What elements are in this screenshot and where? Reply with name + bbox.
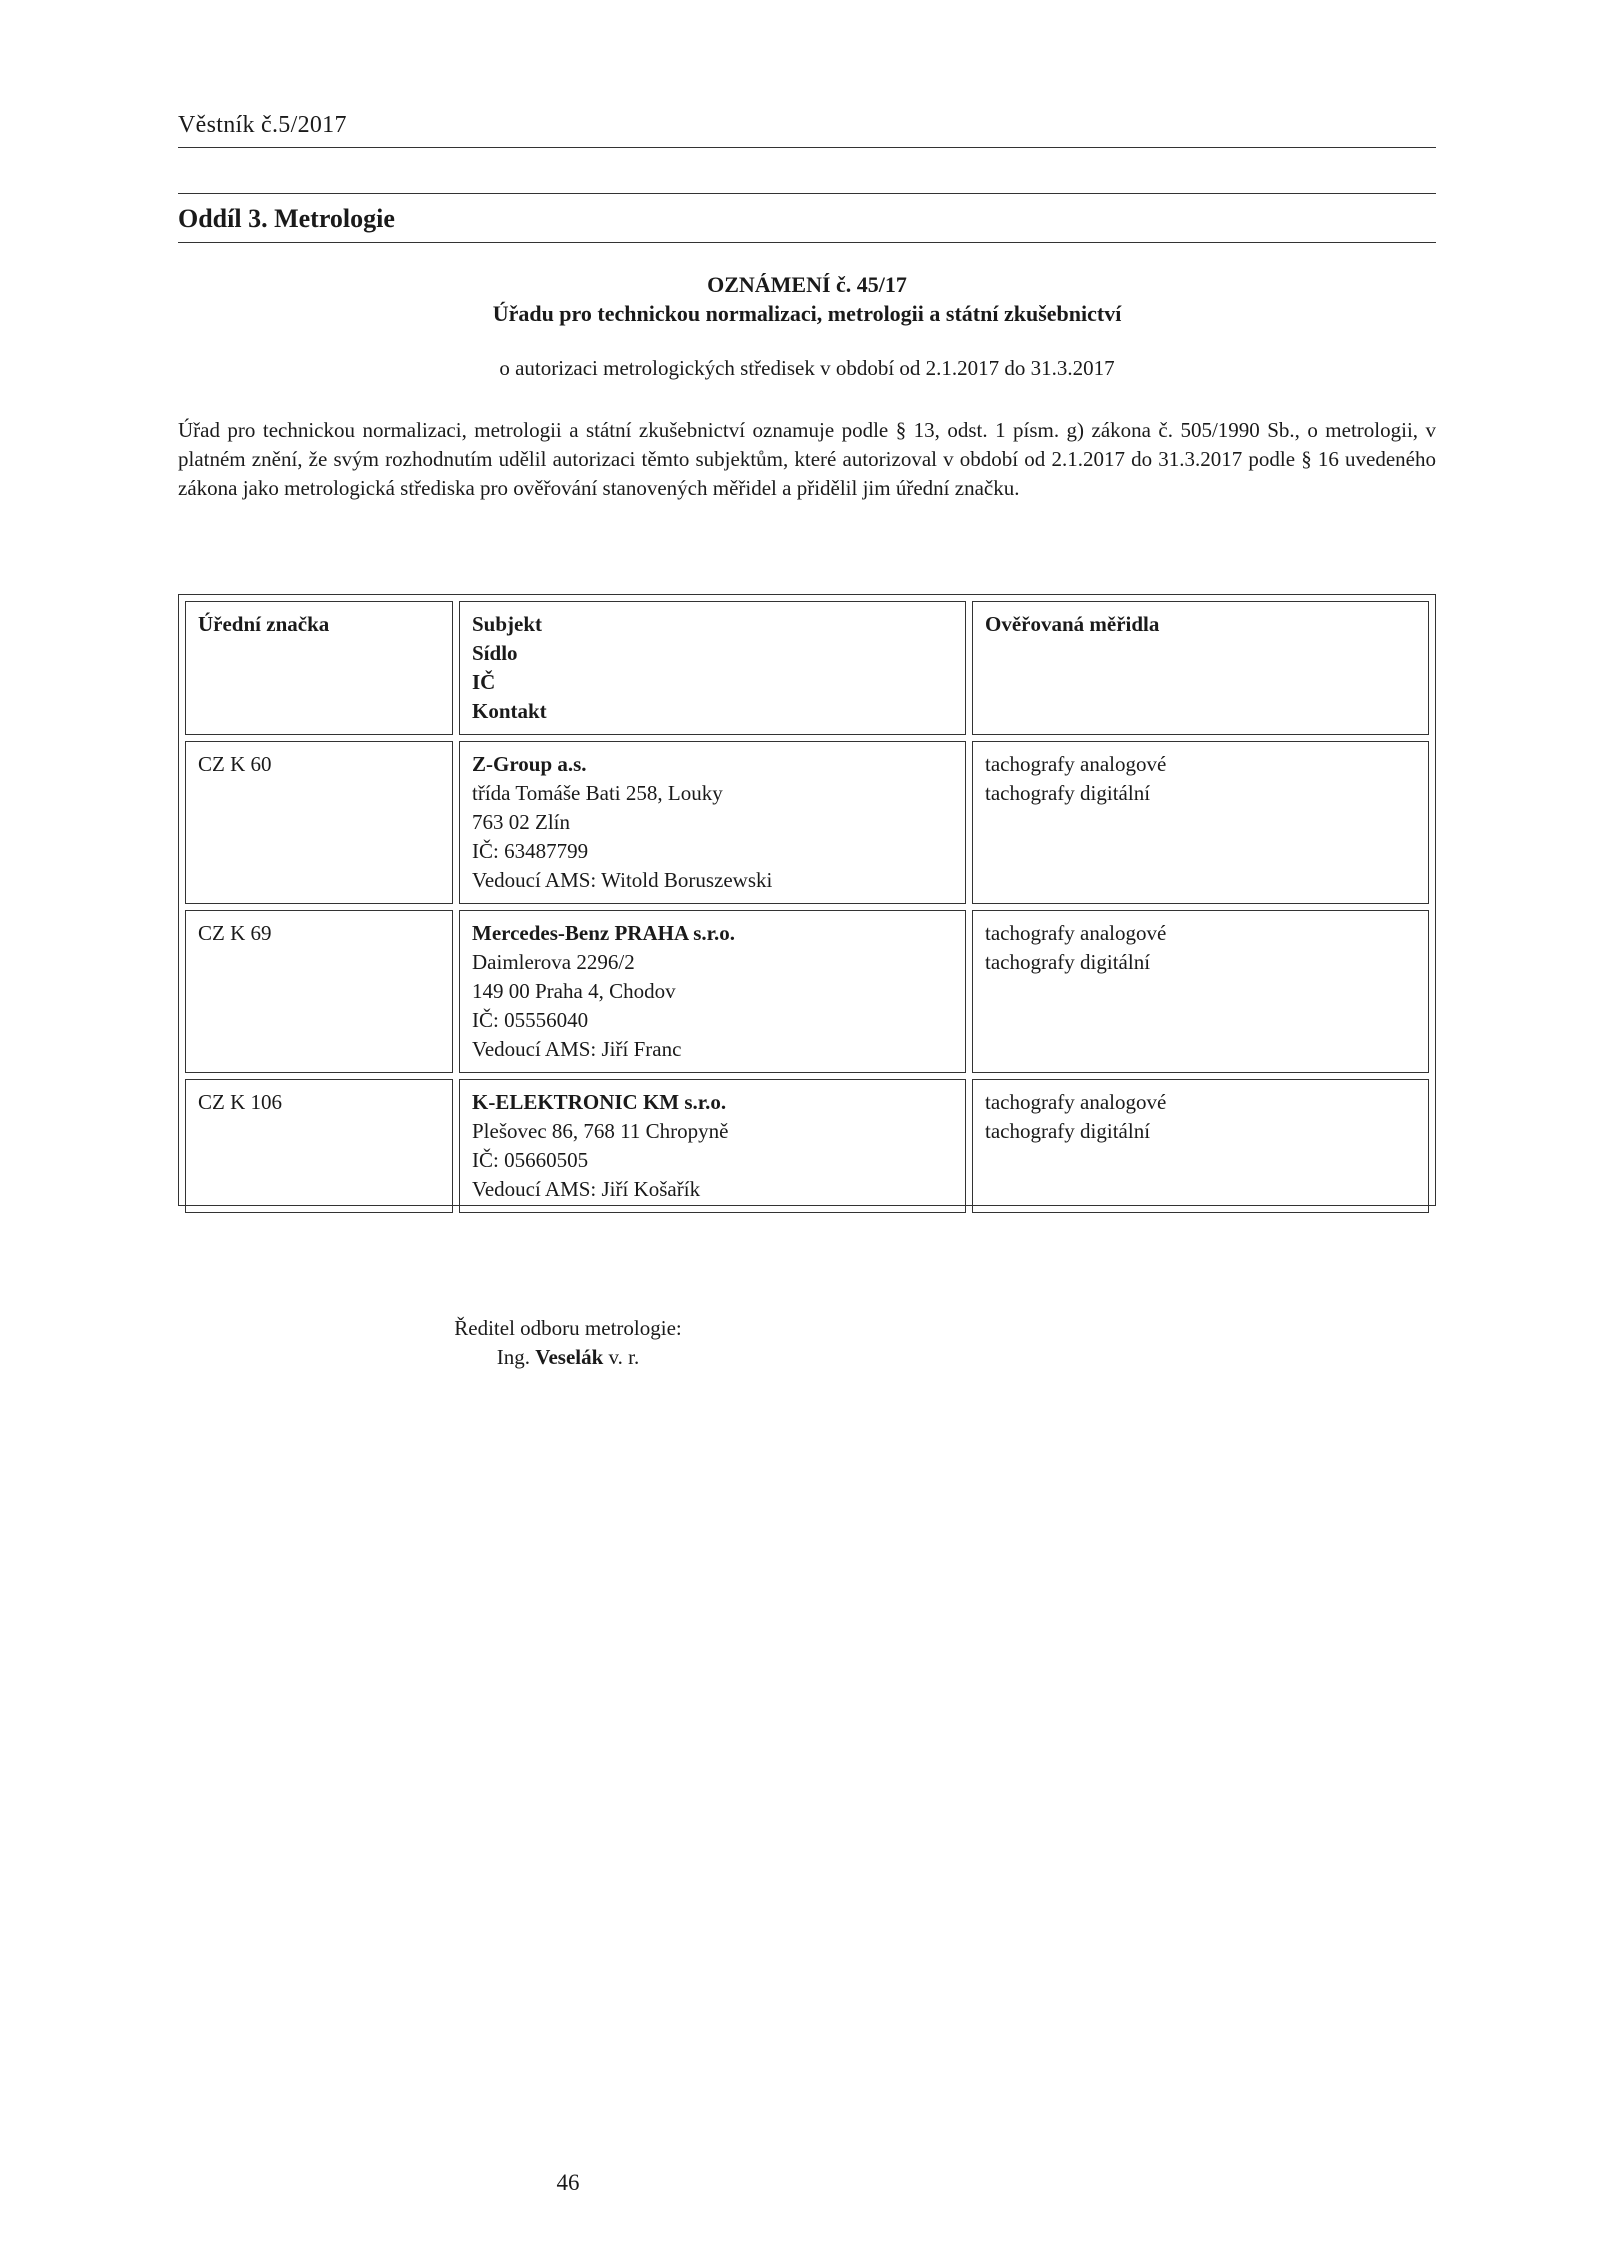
intro-paragraph: Úřad pro technickou normalizaci, metrologii a státní zkušebnictví oznamuje podle § 13, odst. 1 písm. g) zákona č. 505/1990 Sb., o metrologii, v platném znění, že svým rozhodnutím udělil autorizaci těmto subjektům, které autorizoval v období od 2.1.2017 do 31.3.2017 podle § 16 uvedeného zákona jako metrologická střediska pro ověřování stanovených měřidel a přidělil jim úřední značku.	[178, 418, 1436, 500]
subject-ico: IČ: 05660505	[472, 1148, 589, 1172]
table-row	[185, 741, 1429, 904]
subject-ico: IČ: 05556040	[472, 1008, 589, 1032]
table-row	[185, 1079, 1429, 1213]
row-instruments: tachografy analogové tachografy digitální	[972, 741, 1429, 904]
page-number: 46	[556, 2170, 580, 2195]
subject-name: Mercedes-Benz PRAHA s.r.o.	[472, 921, 736, 945]
notice-number: OZNÁMENÍ č. 45/17	[707, 272, 907, 297]
subject-contact: Vedoucí AMS: Jiří Franc	[472, 1037, 682, 1061]
running-header: Věstník č.5/2017	[178, 112, 347, 138]
subject-address: Daimlerova 2296/2	[472, 950, 635, 974]
row-subject	[459, 1079, 966, 1213]
section-title: Oddíl 3. Metrologie	[178, 204, 395, 233]
table-row	[185, 910, 1429, 1073]
header-instruments: Ověřovaná měřidla	[972, 601, 1429, 735]
table-header-row	[185, 601, 1429, 735]
authorization-table	[178, 594, 1436, 1206]
subject-address: 149 00 Praha 4, Chodov	[472, 979, 676, 1003]
section-rule-bottom	[178, 242, 1436, 243]
subject-name: Z-Group a.s.	[472, 752, 587, 776]
subject-address: třída Tomáše Bati 258, Louky	[472, 781, 723, 805]
row-mark: CZ K 69	[185, 910, 453, 1073]
notice-heading	[178, 270, 1436, 328]
signature-role: Ředitel odboru metrologie:	[454, 1316, 682, 1340]
subject-name: K-ELEKTRONIC KM s.r.o.	[472, 1090, 727, 1114]
signature-block	[178, 1314, 958, 1372]
row-subject	[459, 741, 966, 904]
document-page	[178, 0, 1436, 2263]
section-rule-top	[178, 193, 1436, 194]
subject-address: Plešovec 86, 768 11 Chropyně	[472, 1119, 729, 1143]
subject-address: 763 02 Zlín	[472, 810, 570, 834]
header-subject: Subjekt Sídlo IČ Kontakt	[459, 601, 966, 735]
signature-name: Ing. Veselák v. r.	[496, 1345, 640, 1369]
subject-ico: IČ: 63487799	[472, 839, 589, 863]
header-rule	[178, 147, 1436, 148]
row-instruments: tachografy analogové tachografy digitální	[972, 910, 1429, 1073]
header-mark: Úřední značka	[185, 601, 453, 735]
row-mark: CZ K 60	[185, 741, 453, 904]
row-mark: CZ K 106	[185, 1079, 453, 1213]
notice-subtitle: o autorizaci metrologických středisek v období od 2.1.2017 do 31.3.2017	[499, 356, 1115, 380]
subject-contact: Vedoucí AMS: Jiří Košařík	[472, 1177, 701, 1201]
notice-issuer: Úřadu pro technickou normalizaci, metrologii a státní zkušebnictví	[492, 301, 1122, 326]
row-subject	[459, 910, 966, 1073]
subject-contact: Vedoucí AMS: Witold Boruszewski	[472, 868, 773, 892]
row-instruments: tachografy analogové tachografy digitální	[972, 1079, 1429, 1213]
